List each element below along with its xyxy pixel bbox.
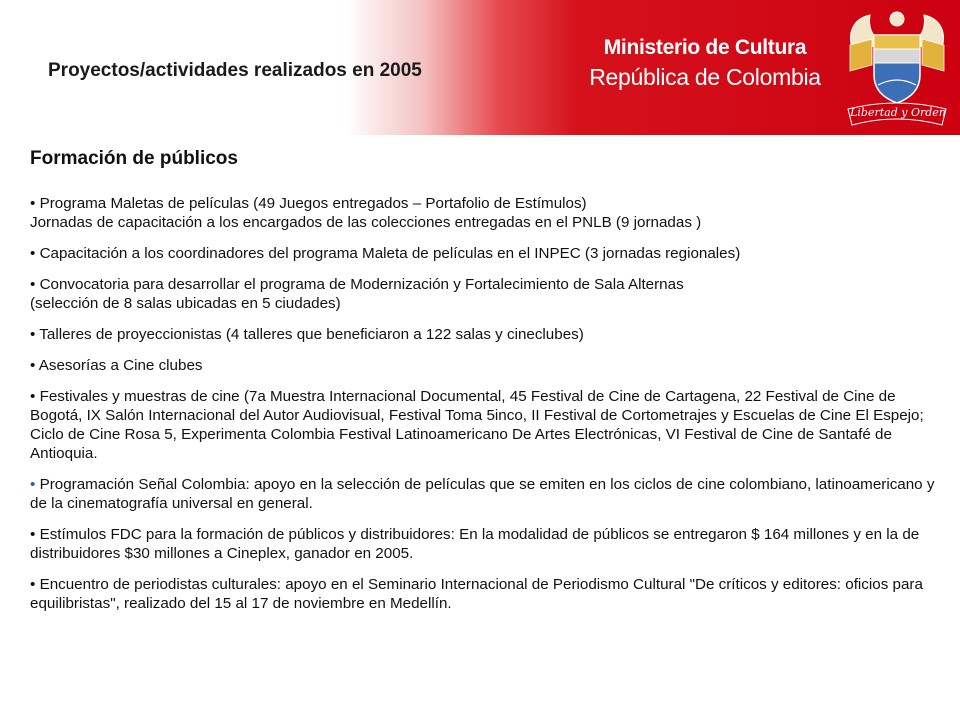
- list-item: [30, 387, 950, 463]
- list-item: [30, 325, 950, 344]
- list-item-text: Programa Maletas de películas (49 Juegos entregados – Portafolio de Estímulos): [39, 195, 587, 212]
- list-item: [30, 244, 950, 263]
- list-item: [30, 275, 950, 313]
- flag-right-icon: [922, 39, 944, 71]
- bullet-icon: •: [30, 326, 36, 343]
- bullet-icon: •: [30, 526, 36, 543]
- list-item-text: Asesorías a Cine clubes: [38, 357, 203, 374]
- list-item-text: Festivales y muestras de cine (7a Muestra Internacional Documental, 45 Festival de Cine de Cartagena, 22 Festival de Cine de Bogotá, IX Salón Internacional del Autor Audiovisual, Festival Toma 5inco, II Festival de Cortometrajes y Escuelas de Cine El Espejo; Ciclo de Cine Rosa 5, Experimenta Colombia Festival Latinoamericano De Artes Electrónicas, VI Festival de Cine de Santafé de Antioquia.: [30, 388, 924, 462]
- list-item: [30, 575, 950, 613]
- list-item-text: Talleres de proyeccionistas (4 talleres que beneficiaron a 122 salas y cineclubes): [39, 326, 584, 343]
- bullet-icon: •: [30, 357, 36, 374]
- list-item: [30, 525, 950, 563]
- main-content: [30, 148, 950, 625]
- bullet-icon: •: [30, 195, 36, 212]
- list-item-text: Encuentro de periodistas culturales: apoyo en el Seminario Internacional de Periodismo Cultural "De críticos y editores: oficios para equilibristas", realizado del 15 al 17 de noviembre en Medellín.: [30, 576, 923, 612]
- country-name: República de Colombia: [589, 64, 821, 90]
- page-title: Proyectos/actividades realizados en 2005: [48, 60, 422, 81]
- list-item: [30, 194, 950, 232]
- section-title: Formación de públicos: [30, 148, 238, 169]
- bullet-icon: •: [30, 245, 36, 262]
- ministry-name: Ministerio de Cultura: [603, 36, 807, 59]
- list-item-text: Capacitación a los coordinadores del programa Maleta de películas en el INPEC (3 jornadas regionales): [39, 245, 741, 262]
- list-item: [30, 475, 950, 513]
- bullet-icon: •: [30, 388, 36, 405]
- list-item-text: Estímulos FDC para la formación de públicos y distribuidores: En la modalidad de públicos se entregaron $ 164 millones y en la de distribuidores $30 millones a Cineplex, ganador en 2005.: [30, 526, 920, 562]
- list-item-text: Programación Señal Colombia: apoyo en la selección de películas que se emiten en los ciclos de cine colombiano, latinoamericano y de la cinematografía universal en general.: [30, 476, 935, 512]
- bullet-icon: •: [30, 276, 36, 293]
- bullet-icon: •: [30, 476, 36, 493]
- seal-motto: Libertad y Orden: [850, 106, 946, 119]
- list-item-text: (selección de 8 salas ubicadas en 5 ciudades): [30, 295, 341, 312]
- list-item-text: Convocatoria para desarrollar el programa de Modernización y Fortalecimiento de Sala Alternas: [39, 276, 684, 293]
- condor-head-icon: [890, 12, 904, 26]
- bullet-icon: •: [30, 576, 36, 593]
- list-item: [30, 356, 950, 375]
- ministry-label: [560, 34, 850, 92]
- list-item-text: Jornadas de capacitación a los encargados de las colecciones entregadas en el PNLB (9 jornadas ): [30, 214, 702, 231]
- flag-left-icon: [850, 39, 872, 71]
- header-banner: [0, 0, 960, 135]
